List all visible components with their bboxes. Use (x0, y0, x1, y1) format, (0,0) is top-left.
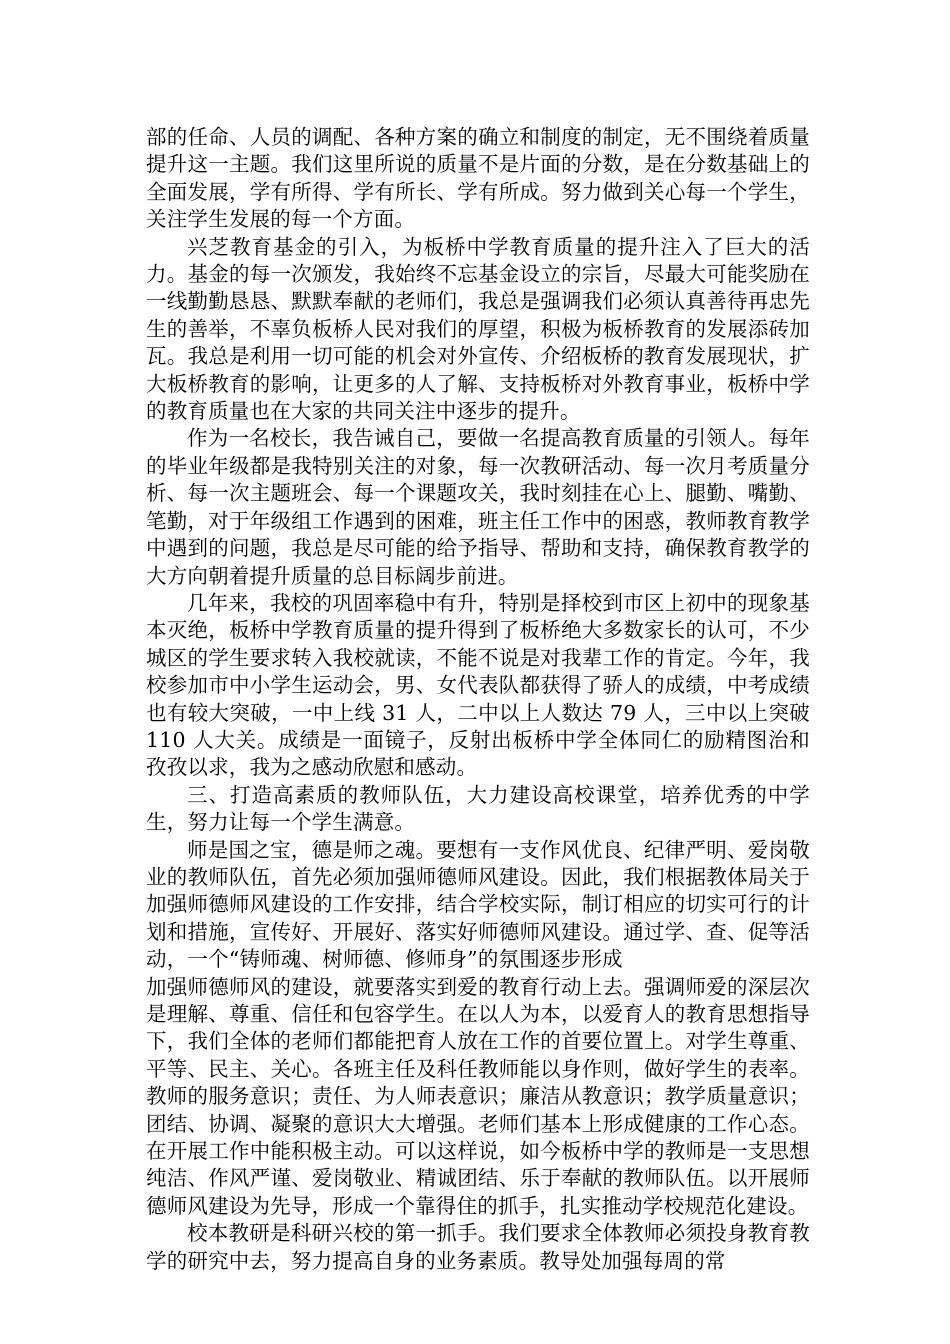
paragraph-4: 几年来，我校的巩固率稳中有升，特别是择校到市区上初中的现象基本灭绝，板桥中学教育质量的提升得到了板桥绝大多数家长的认可，不少城区的学生要求转入我校就读，不能不说是对我辈工作的肯定。今年，我校参加市中小学生运动会，男、女代表队都获得了骄人的成绩，中考成绩也有较大突破，一中上线 31 人，二中以上人数达 79 人，三中以上突破 110 人大关。成绩是一面镜子，反射出板桥中学全体同仁的励精图治和孜孜以求，我为之感动欣慰和感动。 (146, 590, 810, 780)
paragraph-5: 师是国之宝，德是师之魂。要想有一支作风优良、纪律严明、爱岗敬业的教师队伍，首先必须加强师德师风建设。因此，我们根据教体局关于加强师德师风建设的工作安排，结合学校实际，制订相应的切实可行的计划和措施，宣传好、开展好、落实好师德师风建设。通过学、查、促等活动，一个“铸师魂、树师德、修师身”的氛围逐步形成 (146, 837, 810, 972)
paragraph-7: 校本教研是科研兴校的第一抓手。我们要求全体教师必须投身教育教学的研究中去，努力提高自身的业务素质。教导处加强每周的常 (146, 1221, 810, 1273)
paragraph-1: 部的任命、人员的调配、各种方案的确立和制度的制定，无不围绕着质量提升这一主题。我们这里所说的质量不是片面的分数，是在分数基础上的全面发展，学有所得、学有所长、学有所成。努力做到关心每一个学生，关注学生发展的每一个方面。 (146, 125, 810, 232)
paragraph-2: 兴芝教育基金的引入，为板桥中学教育质量的提升注入了巨大的活力。基金的每一次颁发，我始终不忘基金设立的宗旨，尽最大可能奖励在一线勤勤恳恳、默默奉献的老师们，我总是强调我们必须认真善待再忠先生的善举，不辜负板桥人民对我们的厚望，积极为板桥教育的发展添砖加瓦。我总是利用一切可能的机会对外宣传、介绍板桥的教育发展现状，扩大板桥教育的影响，让更多的人了解、支持板桥对外教育事业，板桥中学的教育质量也在大家的共同关注中逐步的提升。 (146, 234, 810, 424)
document-page (146, 124, 810, 1275)
section-heading-3: 三、打造高素质的教师队伍，大力建设高校课堂，培养优秀的中学生，努力让每一个学生满意。 (146, 782, 810, 835)
paragraph-6: 加强师德师风的建设，就要落实到爱的教育行动上去。强调师爱的深层次是理解、尊重、信任和包容学生。在以人为本，以爱育人的教育思想指导下，我们全体的老师们都能把育人放在工作的首要位置上。对学生尊重、平等、民主、关心。各班主任及科任教师能以身作则，做好学生的表率。教师的服务意识；责任、为人师表意识；廉洁从教意识；教学质量意识；团结、协调、凝聚的意识大大增强。老师们基本上形成健康的工作心态。在开展工作中能积极主动。可以这样说，如今板桥中学的教师是一支思想纯洁、作风严谨、爱岗敬业、精诚团结、乐于奉献的教师队伍。以开展师德师风建设为先导，形成一个靠得住的抓手，扎实推动学校规范化建设。 (146, 974, 810, 1218)
paragraph-3: 作为一名校长，我告诫自己，要做一名提高教育质量的引领人。每年的毕业年级都是我特别关注的对象，每一次教研活动、每一次月考质量分析、每一次主题班会、每一个课题攻关，我时刻挂在心上、腿勤、嘴勤、笔勤，对于年级组工作遇到的困难，班主任工作中的困惑，教师教育教学中遇到的问题，我总是尽可能的给予指导、帮助和支持，确保教育教学的大方向朝着提升质量的总目标阔步前进。 (146, 426, 810, 588)
